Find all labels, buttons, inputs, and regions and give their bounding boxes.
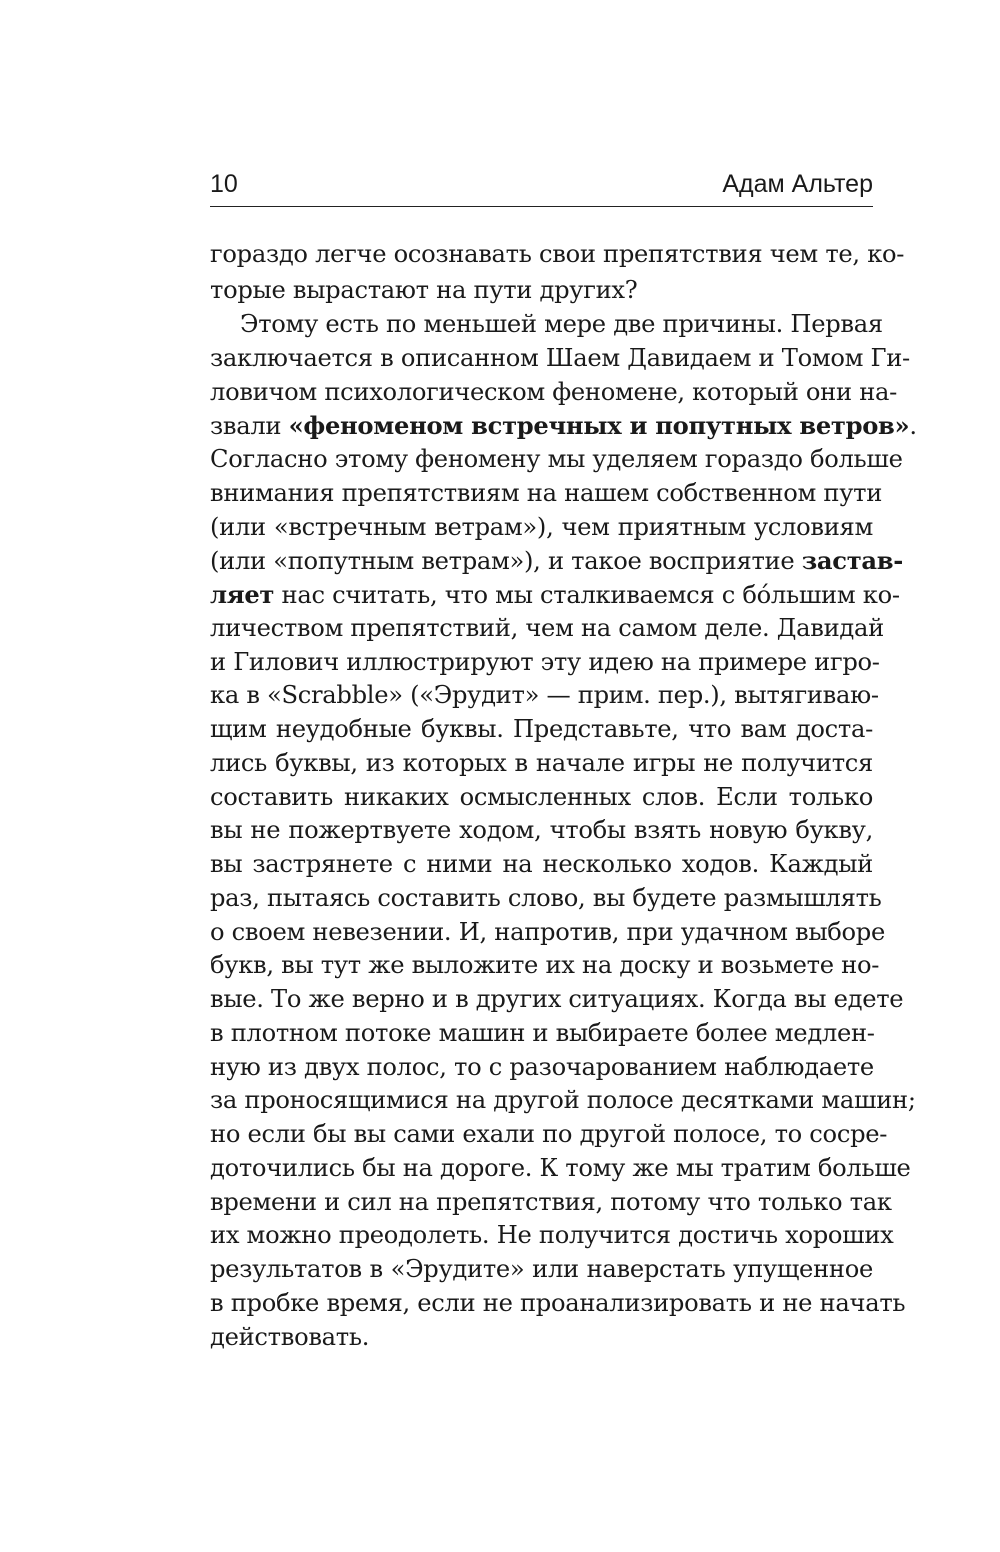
text-run: Этому есть по меньшей мере две причины. Первая — [240, 310, 883, 338]
text-line — [210, 477, 883, 511]
body-text — [210, 238, 917, 1354]
text-line — [210, 544, 904, 578]
text-run: лись буквы, из которых в начале игры не получится — [210, 748, 873, 777]
running-author: Адам Альтер — [722, 170, 873, 198]
text-run: их можно преодолеть. Не получится достичь хороших — [210, 1221, 894, 1250]
text-line — [210, 1118, 888, 1152]
text-line — [210, 747, 873, 781]
text-line — [210, 511, 873, 545]
text-line — [210, 409, 917, 443]
text-line — [210, 342, 910, 376]
text-run: ка в «Scrabble» («Эрудит» — прим. пер.), вытягиваю- — [210, 681, 879, 710]
text-line — [210, 916, 886, 950]
text-line — [210, 612, 884, 646]
text-run: действовать. — [210, 1322, 370, 1351]
text-line — [210, 1017, 873, 1051]
text-run: в плотном потоке машин и выбираете более медлен- — [210, 1018, 875, 1047]
bold-term: застав- — [801, 546, 904, 576]
text-line — [210, 1253, 873, 1287]
page-number: 10 — [210, 170, 238, 198]
text-run: ловичом психологическом феномене, который они на- — [210, 377, 898, 406]
text-run: о своем невезении. И, напротив, при удачном выборе — [210, 917, 886, 946]
text-line — [210, 646, 880, 680]
text-run: в пробке время, если не проанализировать и не начать — [210, 1288, 906, 1317]
text-line — [210, 1152, 911, 1186]
text-line — [210, 1219, 894, 1253]
text-run: (или «попутным ветрам»), и такое восприятие — [210, 547, 802, 576]
text-run: вы не пожертвуете ходом, чтобы взять новую букву, — [210, 816, 873, 845]
text-run: времени и сил на препятствия, потому что только так — [210, 1187, 892, 1216]
text-run: букв, вы тут же выложите их на доску и возьмете но- — [210, 951, 880, 980]
text-run: . — [909, 412, 917, 441]
text-line — [210, 376, 898, 410]
text-run: но если бы вы сами ехали по другой полосе, то сосре- — [210, 1120, 888, 1148]
text-run: нас считать, что мы сталкиваемся с бóльшим ко- — [274, 581, 900, 609]
text-run: вые. То же верно и в других ситуациях. Когда вы едете — [210, 985, 904, 1013]
running-header — [210, 168, 873, 207]
text-run: звали — [210, 412, 289, 441]
text-run: и Гилович иллюстрируют эту идею на примере игро- — [210, 647, 880, 676]
text-line — [210, 781, 873, 815]
text-line — [210, 238, 905, 272]
text-line — [210, 949, 880, 983]
text-line — [210, 679, 879, 713]
text-run: составить никаких осмысленных слов. Если только — [210, 782, 873, 811]
text-line — [210, 983, 904, 1017]
text-run: личеством препятствий, чем на самом деле. Давидай — [210, 613, 884, 642]
text-line — [210, 443, 903, 477]
bold-term: «феноменом встречных и попутных ветров» — [288, 411, 910, 441]
text-line — [210, 1186, 892, 1220]
text-line — [210, 274, 873, 308]
text-line — [210, 308, 883, 342]
text-run: внимания препятствиям на нашем собственном пути — [210, 478, 883, 507]
text-line — [210, 848, 873, 882]
bold-term: ляет — [210, 580, 275, 609]
text-line — [210, 713, 873, 747]
text-line — [210, 1051, 873, 1085]
text-run: за проносящимися на другой полосе десятками машин; — [210, 1086, 916, 1115]
text-run: вы застрянете с ними на несколько ходов. Каждый — [210, 850, 873, 878]
text-line — [210, 814, 873, 848]
text-run: Согласно этому феномену мы уделяем гораздо больше — [210, 445, 903, 473]
text-run: результатов в «Эрудите» или наверстать упущенное — [210, 1255, 873, 1283]
text-run: торые вырастают на пути других? — [210, 276, 638, 305]
text-run: (или «встречным ветрам»), чем приятным условиям — [210, 512, 873, 541]
text-run: раз, пытаясь составить слово, вы будете размышлять — [210, 883, 882, 912]
text-line — [210, 882, 882, 916]
text-line — [210, 578, 900, 612]
text-line — [210, 1321, 873, 1355]
text-run: доточились бы на дороге. К тому же мы тратим больше — [210, 1153, 911, 1182]
text-run: гораздо легче осознавать свои препятствия чем те, ко- — [210, 240, 905, 268]
text-line — [210, 1084, 916, 1118]
text-run: ную из двух полос, то с разочарованием наблюдаете — [210, 1052, 874, 1081]
text-line — [210, 1287, 906, 1321]
text-run: заключается в описанном Шаем Давидаем и Томом Ги- — [210, 343, 910, 372]
text-run: щим неудобные буквы. Представьте, что вам доста- — [210, 715, 873, 743]
